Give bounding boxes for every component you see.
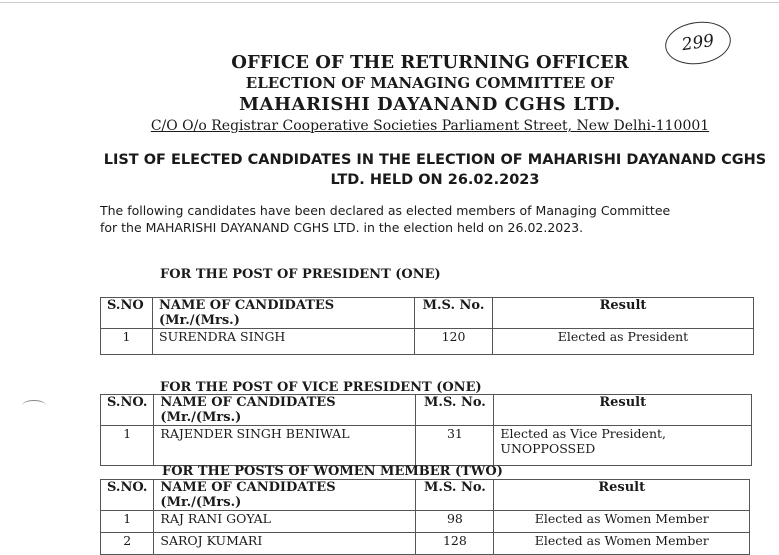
col-ms: M.S. No. xyxy=(416,395,494,426)
page-top-edge xyxy=(0,2,779,3)
cell-result: Elected as Women Member xyxy=(494,533,750,555)
cell-ms: 98 xyxy=(416,511,494,533)
cell-sno: 1 xyxy=(101,511,154,533)
cell-name: RAJENDER SINGH BENIWAL xyxy=(154,426,416,466)
header-address: C/O O/o Registrar Cooperative Societies Parliament Street, New Delhi-110001 xyxy=(150,118,710,134)
intro-paragraph: The following candidates have been declared as elected members of Managing Committee for the MAHARISHI DAYANAND CGHS LTD. in the election held on 26.02.2023. xyxy=(100,203,671,235)
table-row xyxy=(101,426,752,466)
cell-sno: 1 xyxy=(101,329,153,355)
header-office: OFFICE OF THE RETURNING OFFICER xyxy=(231,52,629,73)
col-result: Result xyxy=(494,480,750,511)
cell-ms: 31 xyxy=(416,426,494,466)
col-result: Result xyxy=(493,298,754,329)
cell-result: Elected as Vice President, UNOPPOSSED xyxy=(494,426,752,466)
col-sno: S.NO xyxy=(101,298,153,329)
cell-sno: 2 xyxy=(101,533,154,555)
table-row xyxy=(101,511,750,533)
cell-ms: 128 xyxy=(416,533,494,555)
table-row xyxy=(101,329,754,355)
col-sno: S.NO. xyxy=(101,480,154,511)
col-sno: S.NO. xyxy=(101,395,154,426)
header-election: ELECTION OF MANAGING COMMITTEE OF xyxy=(245,74,615,92)
table-vice-president xyxy=(100,394,752,466)
table-row xyxy=(101,533,750,555)
cell-name: SAROJ KUMARI xyxy=(154,533,416,555)
cell-name: RAJ RANI GOYAL xyxy=(154,511,416,533)
header-society: MAHARISHI DAYANAND CGHS LTD. xyxy=(239,94,621,115)
cell-name: SURENDRA SINGH xyxy=(153,329,415,355)
col-name: NAME OF CANDIDATES (Mr./(Mrs.) xyxy=(154,395,416,426)
table-header-row xyxy=(101,480,750,511)
cell-result: Elected as President xyxy=(493,329,754,355)
col-ms: M.S. No. xyxy=(416,480,494,511)
section-title-women: FOR THE POSTS OF WOMEN MEMBER (TWO) xyxy=(162,464,503,479)
table-president xyxy=(100,297,754,355)
cell-result: Elected as Women Member xyxy=(494,511,750,533)
section-title-president: FOR THE POST OF PRESIDENT (ONE) xyxy=(160,267,441,282)
page-mark xyxy=(22,400,46,411)
cell-ms: 120 xyxy=(415,329,493,355)
col-name: NAME OF CANDIDATES (Mr./(Mrs.) xyxy=(154,480,416,511)
col-ms: M.S. No. xyxy=(415,298,493,329)
table-header-row xyxy=(101,395,752,426)
col-name: NAME OF CANDIDATES (Mr./(Mrs.) xyxy=(153,298,415,329)
table-women xyxy=(100,479,750,555)
cell-sno: 1 xyxy=(101,426,154,466)
col-result: Result xyxy=(494,395,752,426)
list-title: LIST OF ELECTED CANDIDATES IN THE ELECTION OF MAHARISHI DAYANAND CGHS LTD. HELD ON 26.02.2023 xyxy=(103,152,767,188)
section-title-vice-president: FOR THE POST OF VICE PRESIDENT (ONE) xyxy=(160,380,482,395)
table-header-row xyxy=(101,298,754,329)
page-number-stamp: 299 xyxy=(662,18,733,69)
